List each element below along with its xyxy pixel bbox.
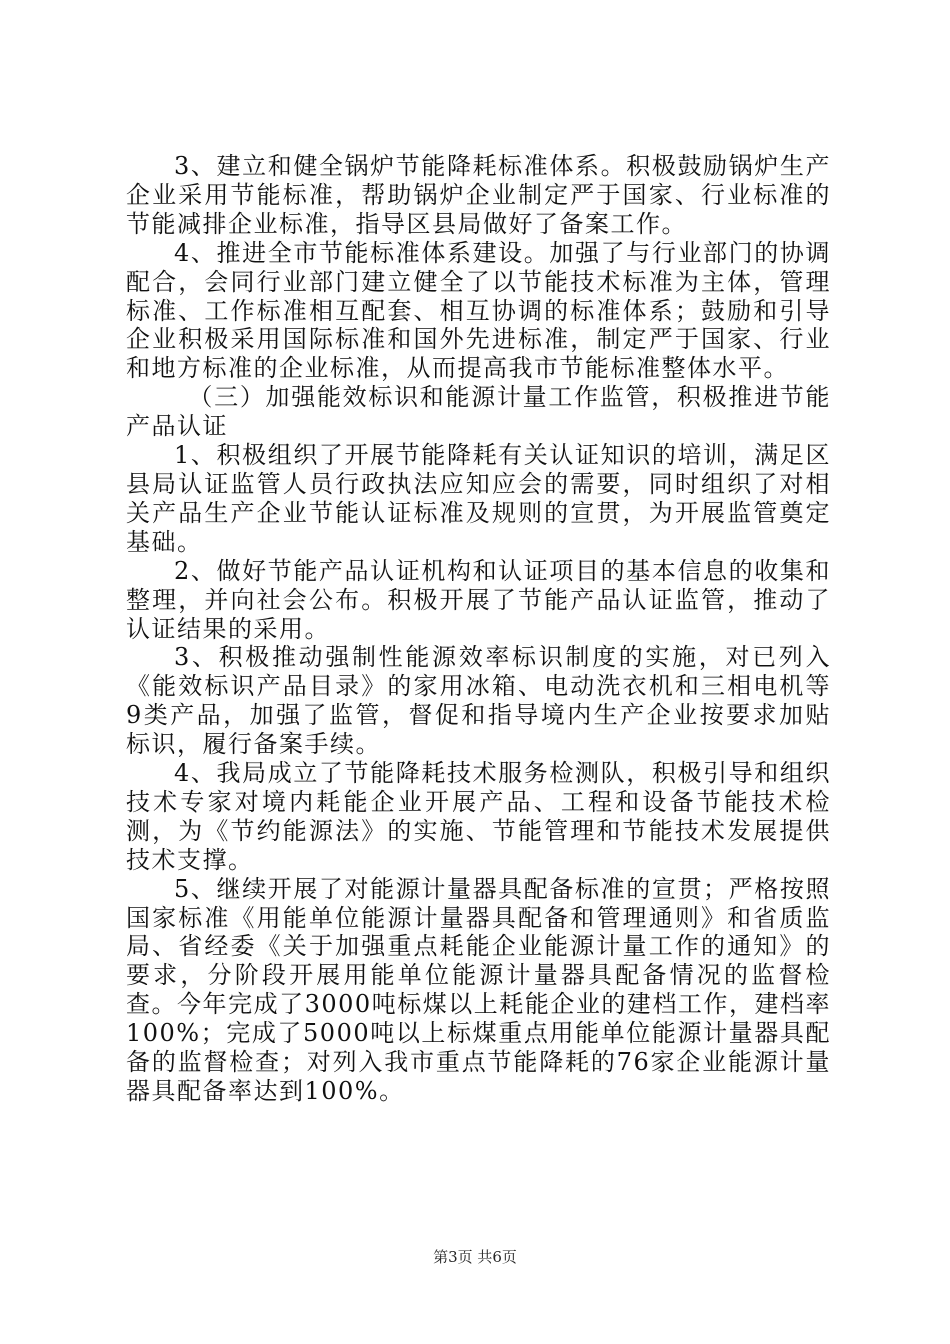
paragraph-metering: 5、继续开展了对能源计量器具配备标准的宣贯；严格按照国家标准《用能单位能源计量器具配备和管理通则》和省质监局、省经委《关于加强重点耗能企业能源计量工作的通知》的要求，分阶段开展用能单位能源计量器具配备情况的监督检查。今年完成了3000吨标煤以上耗能企业的建档工作，建档率100%；完成了5000吨以上标煤重点用能单位能源计量器具配备的监督检查；对列入我市重点节能降耗的76家企业能源计量器具配备率达到100%。 <box>126 874 831 1105</box>
section-heading-energy-label: （三）加强能效标识和能源计量工作监管，积极推进节能产品认证 <box>126 383 831 441</box>
paragraph-efficiency-label: 3、积极推动强制性能源效率标识制度的实施，对已列入《能效标识产品目录》的家用冰箱、电动洗衣机和三相电机等9类产品，加强了监管，督促和指导境内生产企业按要求加贴标识，履行备案手续。 <box>126 643 831 759</box>
paragraph-standard-boiler: 3、建立和健全锅炉节能降耗标准体系。积极鼓励锅炉生产企业采用节能标准，帮助锅炉企业制定严于国家、行业标准的节能减排企业标准，指导区县局做好了备案工作。 <box>126 152 831 238</box>
paragraph-certification-info: 2、做好节能产品认证机构和认证项目的基本信息的收集和整理，并向社会公布。积极开展了节能产品认证监管，推动了认证结果的采用。 <box>126 556 831 643</box>
paragraph-standard-system: 4、推进全市节能标准体系建设。加强了与行业部门的协调配合，会同行业部门建立健全了以节能技术标准为主体，管理标准、工作标准相互配套、相互协调的标准体系；鼓励和引导企业积极采用国际标准和国外先进标准，制定严于国家、行业和地方标准的企业标准，从而提高我市节能标准整体水平。 <box>126 238 831 383</box>
paragraph-testing-team: 4、我局成立了节能降耗技术服务检测队，积极引导和组织技术专家对境内耗能企业开展产品、工程和设备节能技术检测，为《节约能源法》的实施、节能管理和节能技术发展提供技术支撑。 <box>126 759 831 874</box>
page-number-footer: 第3页 共6页 <box>433 1248 517 1266</box>
paragraph-certification-training: 1、积极组织了开展节能降耗有关认证知识的培训，满足区县局认证监管人员行政执法应知应会的需要，同时组织了对相关产品生产企业节能认证标准及规则的宣贯，为开展监管奠定基础。 <box>126 441 831 556</box>
document-body <box>126 152 831 1106</box>
